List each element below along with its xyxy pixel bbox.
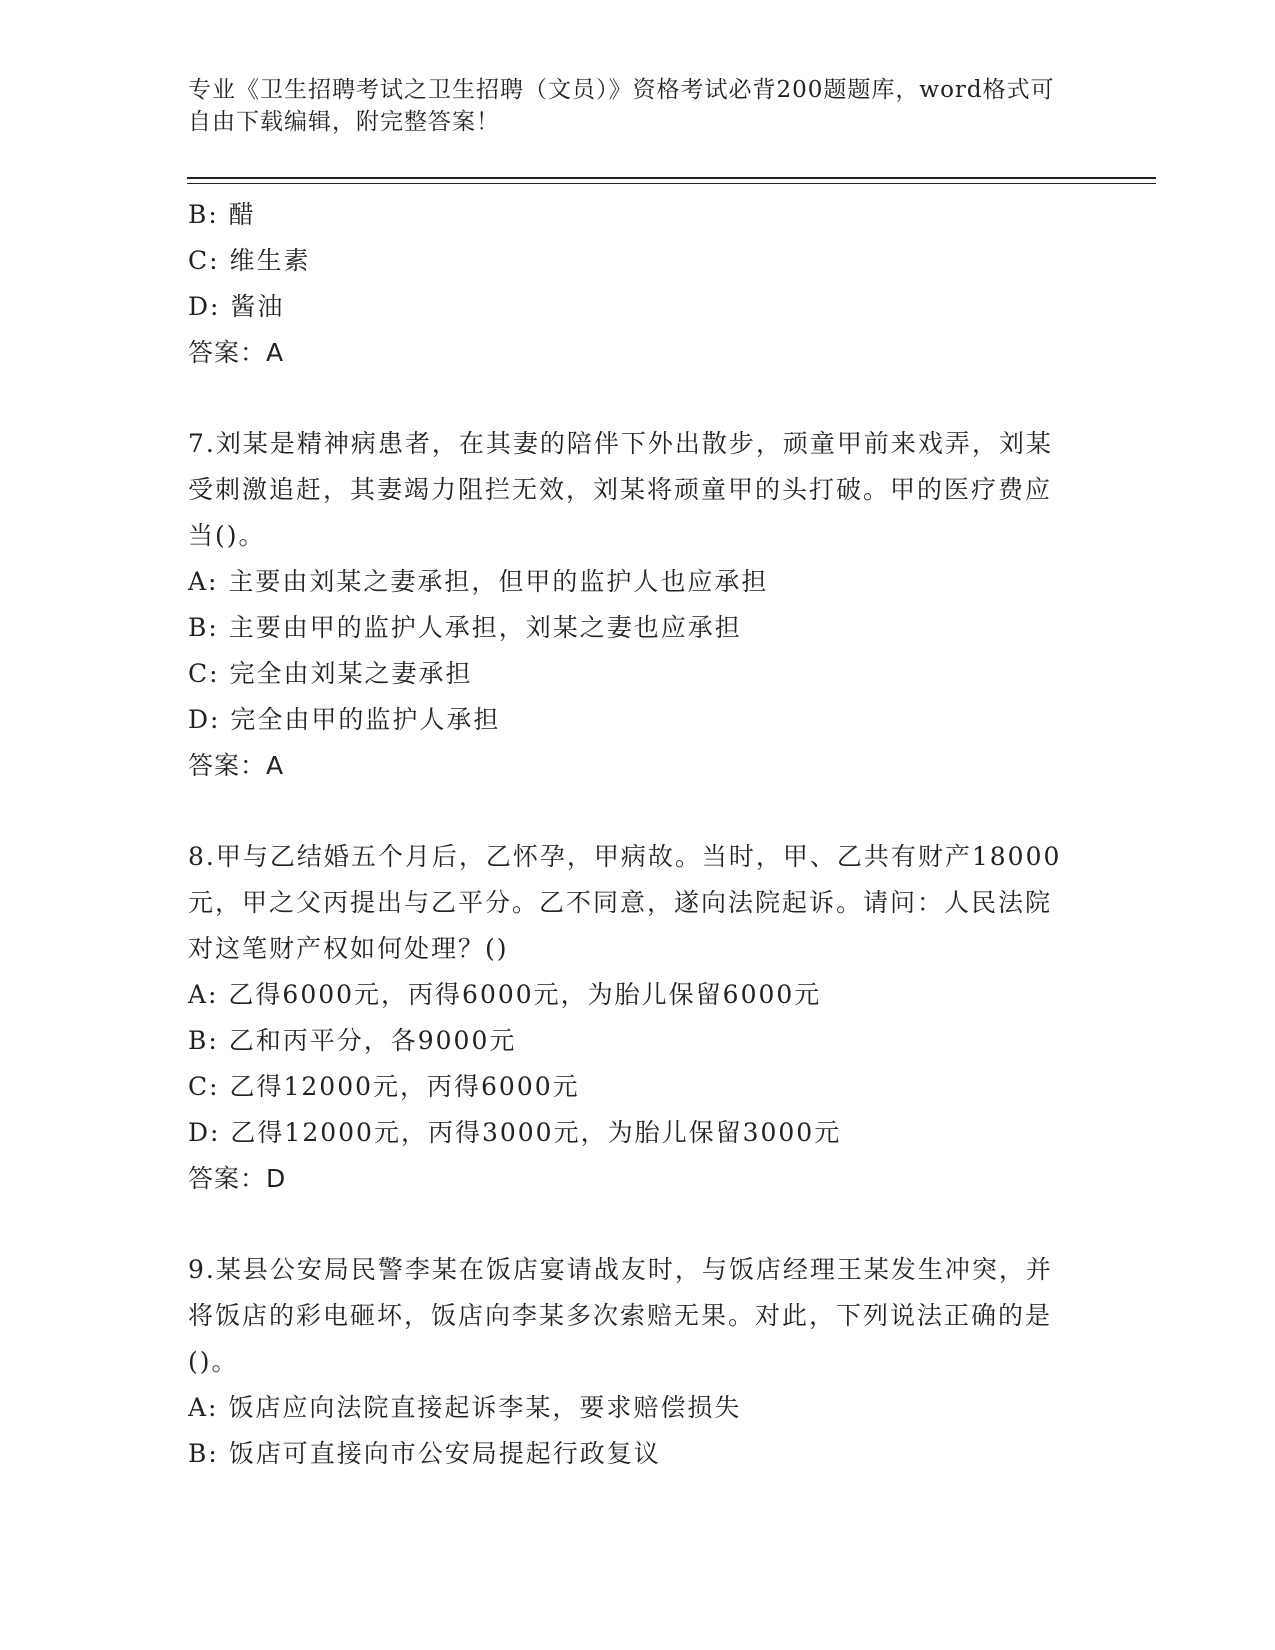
header-title: 专业《卫生招聘考试之卫生招聘（文员）》资格考试必背200题题库，word格式可自由下载编辑，附完整答案！ (188, 77, 1055, 135)
question-8 (188, 834, 1088, 1202)
option-b: B: 饭店可直接向市公安局提起行政复议 (188, 1439, 661, 1468)
question-text: 9.某县公安局民警李某在饭店宴请战友时，与饭店经理王某发生冲突，并将饭店的彩电砸坏，饭店向李某多次索赔无果。对此，下列说法正确的是()。 (188, 1255, 1053, 1376)
option-c: C: 乙得12000元，丙得6000元 (188, 1072, 580, 1101)
question-text: 8.甲与乙结婚五个月后，乙怀孕，甲病故。当时，甲、乙共有财产18000元，甲之父丙提出与乙平分。乙不同意，遂向法院起诉。请问：人民法院对这笔财产权如何处理？() (188, 842, 1062, 963)
option-c: C: 维生素 (188, 246, 311, 275)
option-c: C: 完全由刘某之妻承担 (188, 659, 473, 688)
answer-line: 答案：D (188, 1164, 287, 1193)
previous-question-tail (188, 192, 1088, 376)
option-a: A: 乙得6000元，丙得6000元，为胎儿保留6000元 (188, 980, 822, 1009)
option-d: D: 酱油 (188, 292, 285, 321)
option-d: D: 完全由甲的监护人承担 (188, 705, 501, 734)
question-text: 7.刘某是精神病患者，在其妻的陪伴下外出散步，顽童甲前来戏弄，刘某受刺激追赶，其妻竭力阻拦无效，刘某将顽童甲的头打破。甲的医疗费应当()。 (188, 429, 1053, 550)
header-rule-thick (187, 177, 1156, 179)
question-7 (188, 421, 1088, 789)
answer-line: 答案：A (188, 338, 285, 367)
answer-line: 答案：A (188, 751, 285, 780)
option-d: D: 乙得12000元，丙得3000元，为胎儿保留3000元 (188, 1118, 842, 1147)
option-b: B: 乙和丙平分，各9000元 (188, 1026, 517, 1055)
option-a: A: 饭店应向法院直接起诉李某，要求赔偿损失 (188, 1393, 742, 1422)
document-header (188, 74, 1068, 138)
option-b: B: 主要由甲的监护人承担，刘某之妻也应承担 (188, 613, 742, 642)
option-b: B: 醋 (188, 200, 256, 229)
question-list (188, 192, 1088, 1477)
spacer (188, 376, 1088, 421)
spacer (188, 1202, 1088, 1247)
header-rule-thin (187, 183, 1156, 184)
option-a: A: 主要由刘某之妻承担，但甲的监护人也应承担 (188, 567, 769, 596)
question-9 (188, 1247, 1088, 1477)
spacer (188, 789, 1088, 834)
